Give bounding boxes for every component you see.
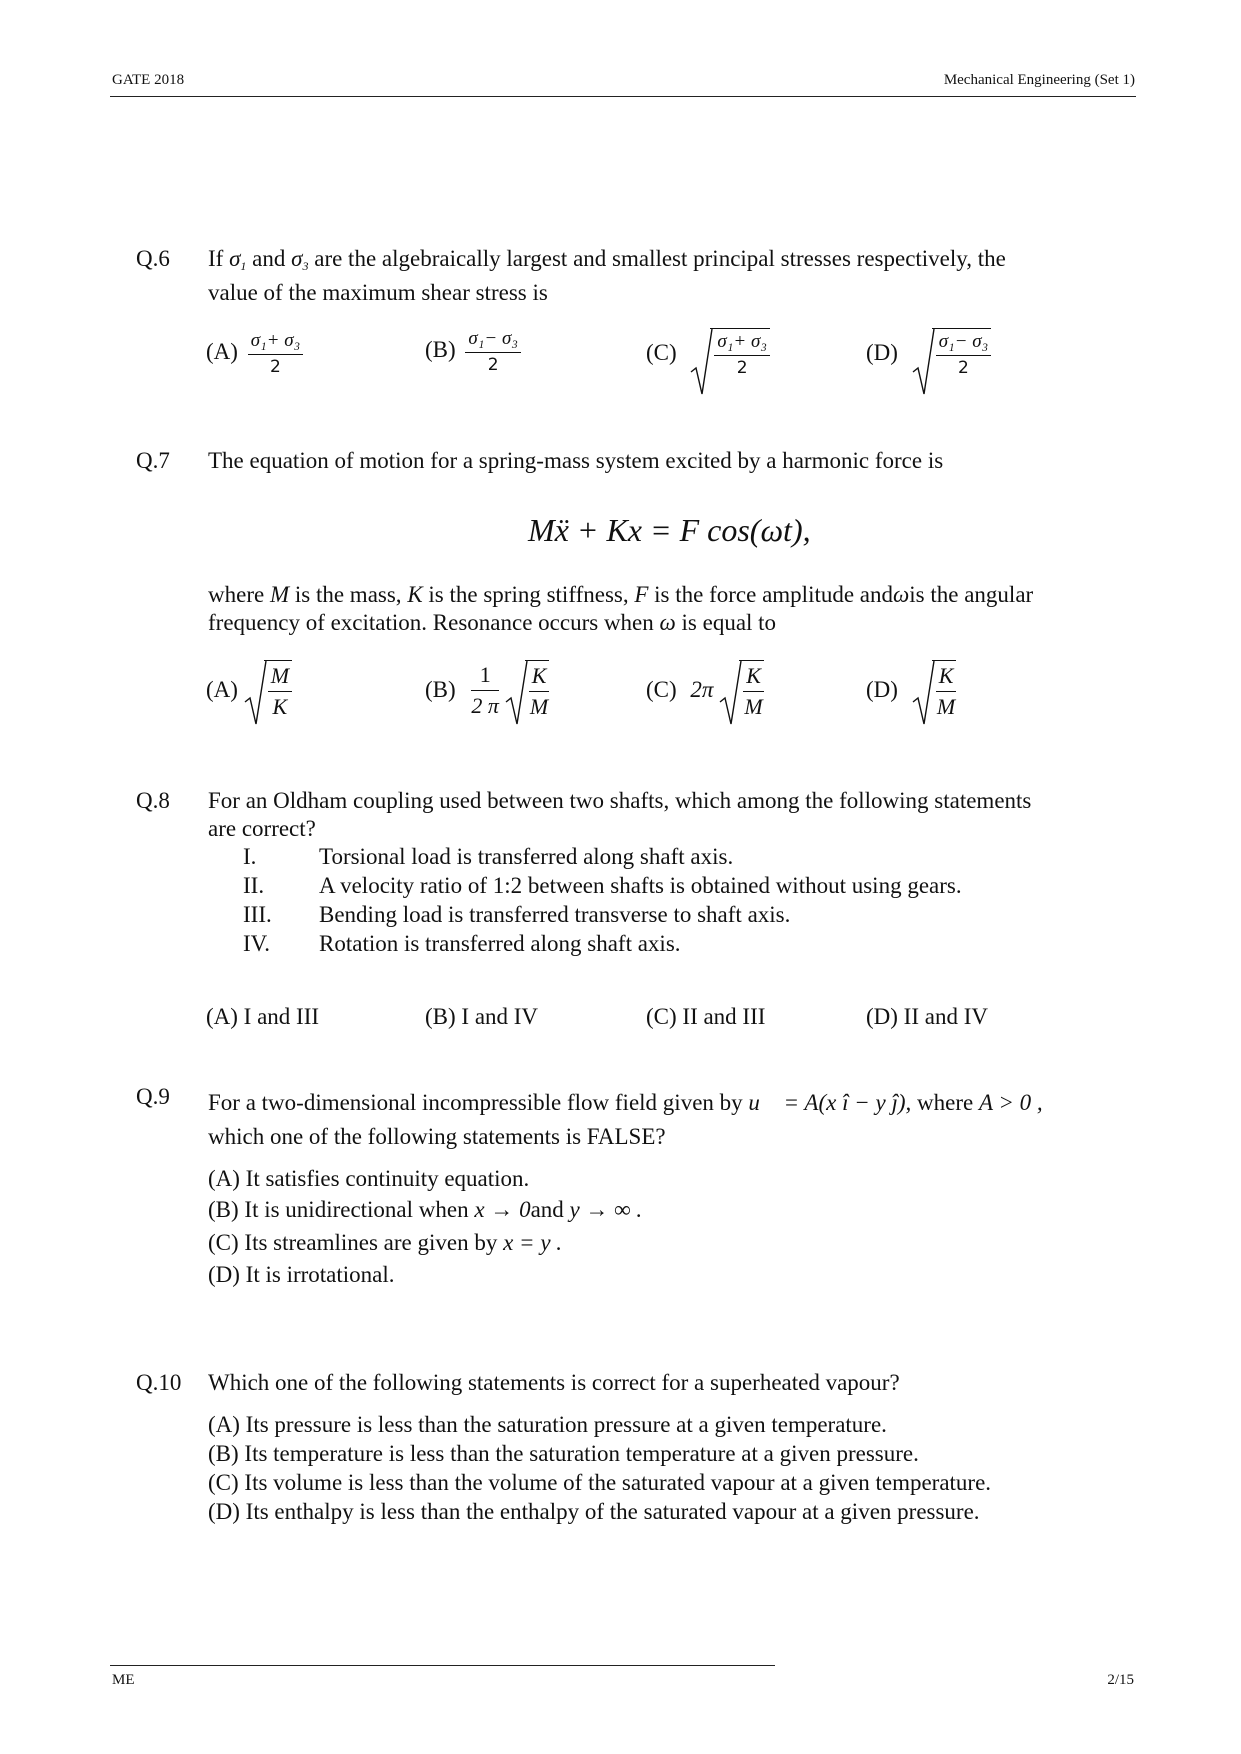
q9-option-b: (B) It is unidirectional when x → 0and y → ∞ . (208, 1197, 643, 1222)
q8-option-c: (C) II and III (646, 1004, 766, 1029)
q6-text-and: and (252, 246, 286, 271)
q6-option-c: (C) $\frac{\text{σ₁+ σ₃}}{2}$ (646, 328, 770, 378)
q6-sigma1: $\sigma_1$ (229, 246, 247, 273)
q7-line-2: where M is the mass, K is the spring stiffness, F is the force amplitude andωis the angular (208, 582, 1034, 607)
q8-line-2: are correct? (208, 816, 316, 841)
footer-page-number: 2/15 (1107, 1672, 1134, 1688)
q6-text-if: If (208, 246, 224, 271)
q8-statement-num: III. (243, 902, 272, 927)
q6-sigma3: $\sigma_3$ (291, 246, 309, 273)
q9-line-2: which one of the following statements is FALSE? (208, 1124, 666, 1149)
q7-option-b: (B) $\frac{1}{2 \pi}$ $\frac{K}{M}$ (425, 660, 549, 720)
q8-option-b: (B) I and IV (425, 1004, 539, 1029)
q7-option-c: (C) 2π $\frac{K}{M}$ (646, 660, 764, 720)
q8-number: Q.8 (136, 788, 170, 813)
q6-option-b: (B) $\frac{\text{σ₁− σ₃}}{2}$ (425, 328, 521, 375)
q8-statement-text: Rotation is transferred along shaft axis. (319, 931, 681, 956)
q9-number: Q.9 (136, 1084, 170, 1109)
q6-line-2: value of the maximum shear stress is (208, 280, 548, 305)
q8-statement-text: Bending load is transferred transverse to shaft axis. (319, 902, 791, 927)
header-paper-title: Mechanical Engineering (Set 1) (943, 72, 1135, 88)
q9-option-c: (C) Its streamlines are given by x = y . (208, 1230, 563, 1255)
q7-equation: Mẍ + Kx = F cos(ωt), (528, 512, 811, 548)
footer-paper-code: ME (112, 1672, 135, 1688)
footer-rule (110, 1665, 775, 1666)
header-exam-title: GATE 2018 (112, 72, 185, 88)
q6-option-a: (A) $\frac{\text{σ₁+ σ₃}}{2}$ (206, 330, 303, 377)
q10-line-1: Which one of the following statements is correct for a superheated vapour? (208, 1370, 900, 1395)
q6-option-d: (D) $\frac{\text{σ₁− σ₃}}{2}$ (866, 328, 991, 378)
q7-line-3: frequency of excitation. Resonance occurs when ω is equal to (208, 610, 777, 635)
q10-option-d: (D) Its enthalpy is less than the enthalpy of the saturated vapour at a given pressure. (208, 1499, 980, 1524)
q10-number: Q.10 (136, 1370, 182, 1395)
q8-statement-text: A velocity ratio of 1:2 between shafts is obtained without using gears. (319, 873, 962, 898)
q9-option-d: (D) It is irrotational. (208, 1262, 395, 1287)
q9-option-a: (A) It satisfies continuity equation. (208, 1166, 530, 1191)
q9-flow-field: u⃗ = A(x î − y ĵ), (748, 1090, 912, 1115)
q10-option-b: (B) Its temperature is less than the saturation temperature at a given pressure. (208, 1441, 919, 1466)
q7-number: Q.7 (136, 448, 170, 473)
q8-statement-num: II. (243, 873, 265, 898)
q8-statement-num: IV. (243, 931, 271, 956)
q6-text-rest: are the algebraically largest and smallest principal stresses respectively, the (314, 246, 1006, 271)
q6-line-1 (208, 246, 1006, 274)
q10-option-a: (A) Its pressure is less than the saturation pressure at a given temperature. (208, 1412, 887, 1437)
header-rule (110, 96, 1136, 97)
q7-option-a: (A) $\frac{M}{K}$ (206, 660, 292, 720)
q8-statement-num: I. (243, 844, 257, 869)
q8-option-d: (D) II and IV (866, 1004, 988, 1029)
q7-line-1: The equation of motion for a spring-mass system excited by a harmonic force is (208, 448, 944, 473)
q10-option-c: (C) Its volume is less than the volume of the saturated vapour at a given temperature. (208, 1470, 992, 1495)
q8-statement-text: Torsional load is transferred along shaft axis. (319, 844, 734, 869)
q8-line-1: For an Oldham coupling used between two shafts, which among the following statements (208, 788, 1032, 813)
q6-number: Q.6 (136, 246, 170, 271)
q7-option-d: (D) $\frac{K}{M}$ (866, 660, 956, 720)
q8-option-a: (A) I and III (206, 1004, 320, 1029)
q9-line-1: For a two-dimensional incompressible flow field given by u⃗ = A(x î − y ĵ), where A > 0 , (208, 1090, 1043, 1115)
